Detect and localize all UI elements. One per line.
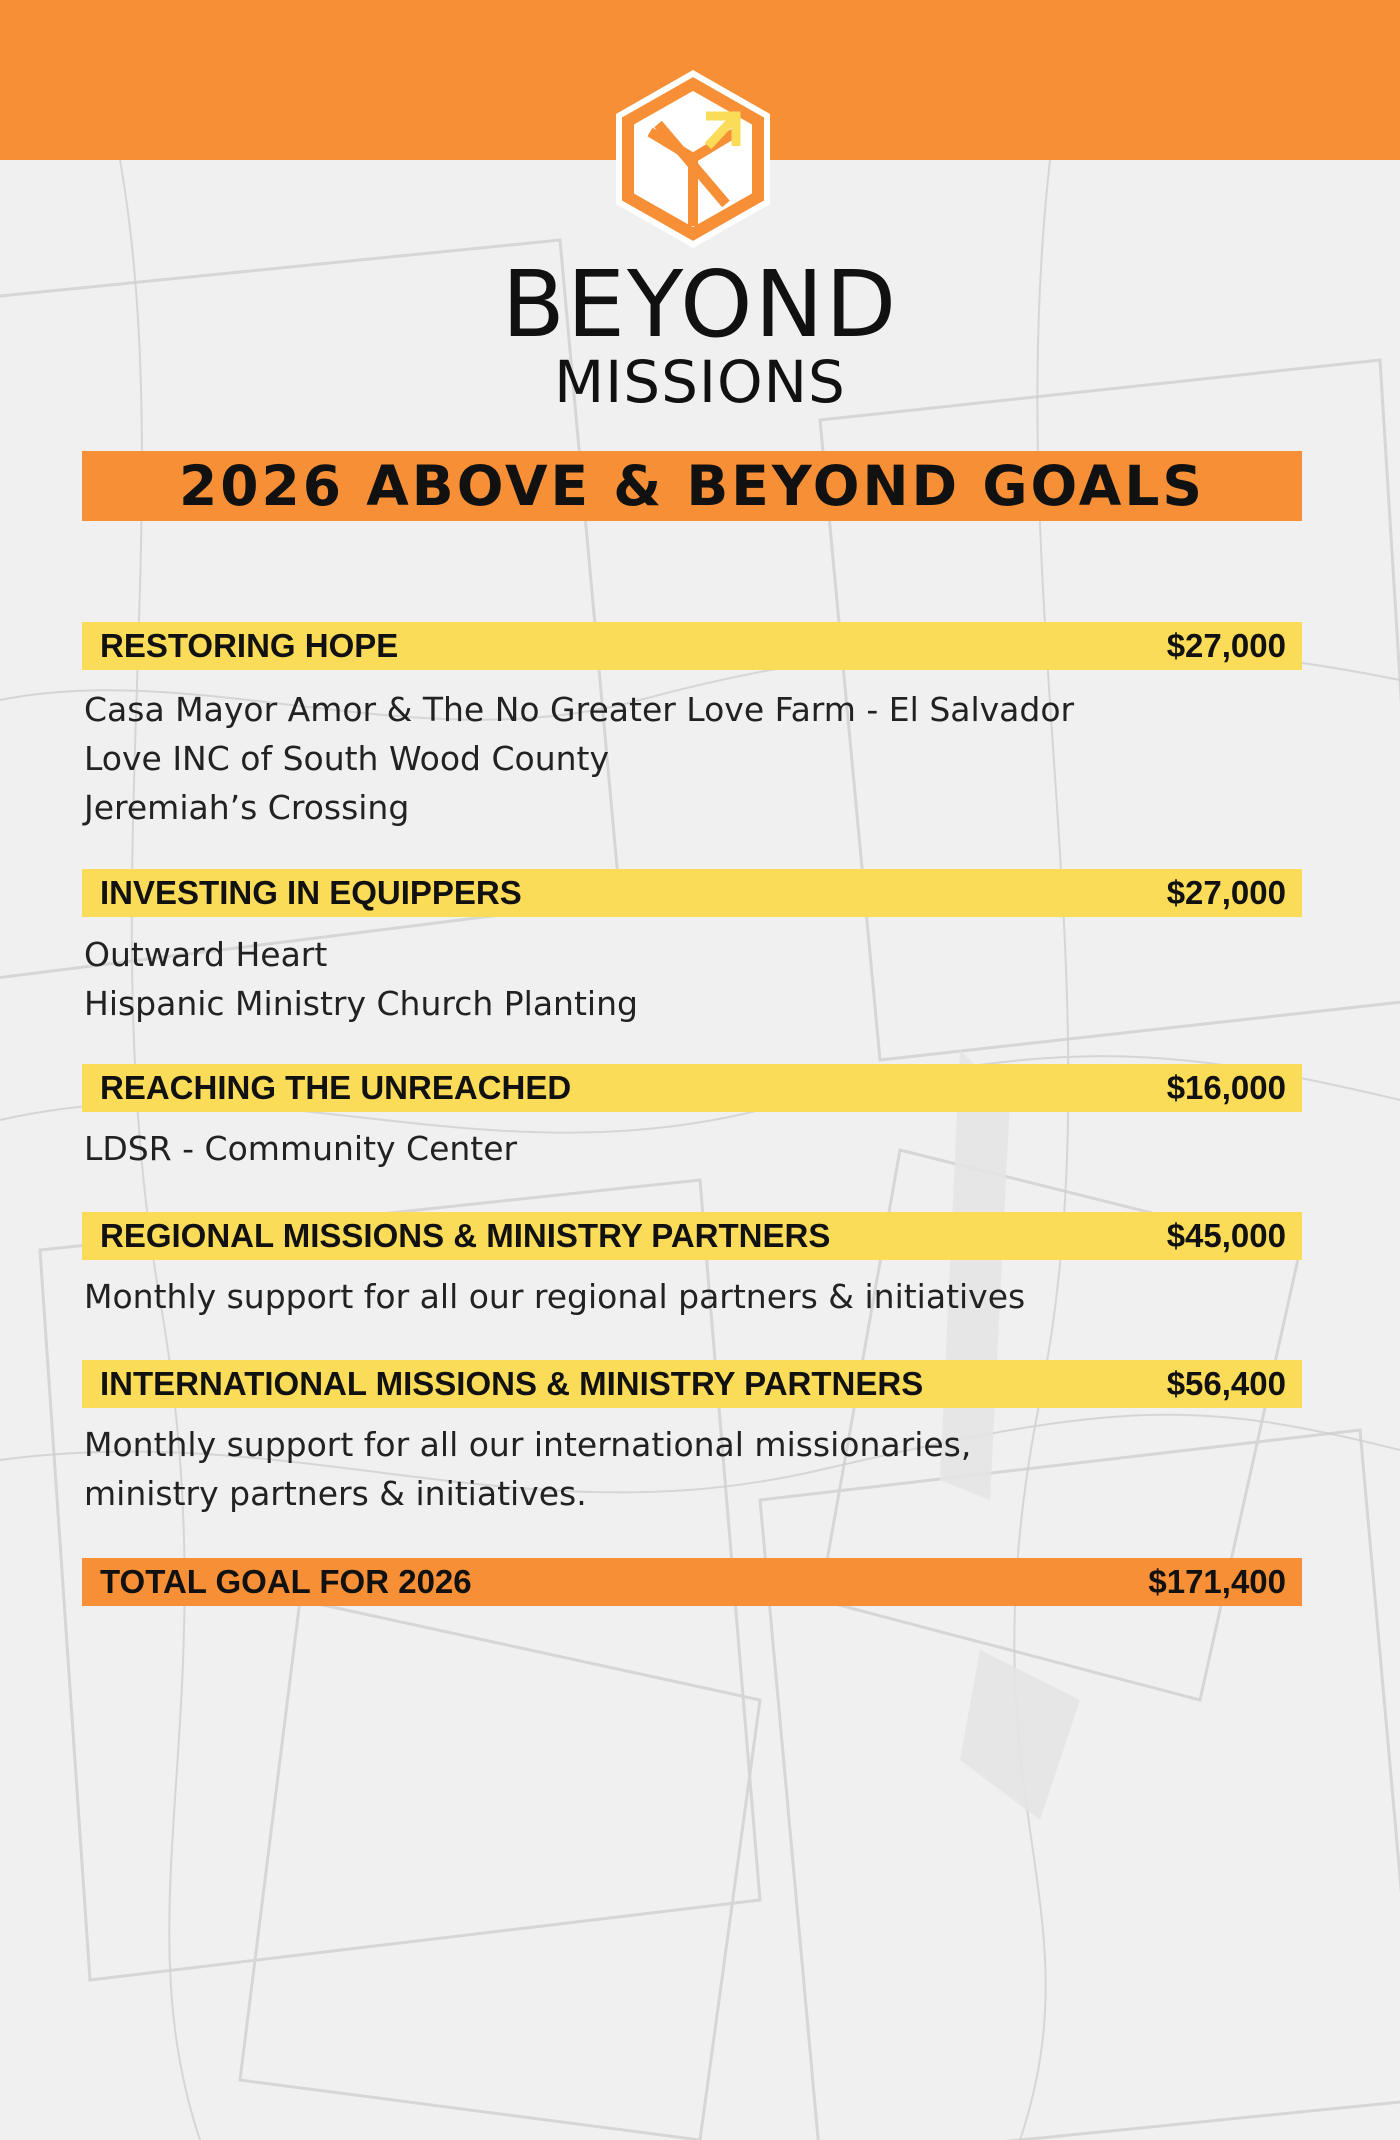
category-header-regional-missions: [82, 1212, 1302, 1260]
list-item: Outward Heart: [84, 935, 328, 974]
list-item: Jeremiah’s Crossing: [84, 788, 410, 827]
category-items-reaching-the-unreached: [84, 1124, 1284, 1173]
category-amount: $56,400: [1166, 1365, 1286, 1402]
page-title: 2026 ABOVE & BEYOND GOALS: [179, 454, 1205, 518]
hexagon-logo-icon: [608, 66, 778, 252]
list-item: ministry partners & initiatives.: [84, 1474, 587, 1513]
category-amount: $45,000: [1166, 1217, 1286, 1254]
category-header-international-missions: [82, 1360, 1302, 1408]
total-amount: $171,400: [1148, 1563, 1286, 1600]
category-items-international-missions: [84, 1420, 1284, 1518]
category-amount: $16,000: [1166, 1069, 1286, 1106]
category-amount: $27,000: [1166, 627, 1286, 664]
category-header-restoring-hope: [82, 622, 1302, 670]
title-banner: [82, 451, 1302, 521]
total-goal-banner: [82, 1558, 1302, 1606]
category-label: INTERNATIONAL MISSIONS & MINISTRY PARTNERS: [100, 1365, 924, 1402]
list-item: Monthly support for all our regional partners & initiatives: [84, 1277, 1026, 1316]
category-label: REACHING THE UNREACHED: [100, 1069, 572, 1106]
list-item: Hispanic Ministry Church Planting: [84, 984, 638, 1023]
category-label: RESTORING HOPE: [100, 627, 399, 664]
category-header-investing-in-equippers: [82, 869, 1302, 917]
total-label: TOTAL GOAL FOR 2026: [100, 1563, 472, 1600]
category-label: INVESTING IN EQUIPPERS: [100, 874, 522, 911]
category-items-investing-in-equippers: [84, 930, 1284, 1028]
brand-name: BEYOND: [501, 251, 899, 358]
category-amount: $27,000: [1166, 874, 1286, 911]
brand-subtitle: MISSIONS: [554, 348, 846, 416]
list-item: LDSR - Community Center: [84, 1129, 518, 1168]
category-items-restoring-hope: [84, 685, 1284, 832]
list-item: Monthly support for all our international missionaries,: [84, 1425, 972, 1464]
list-item: Love INC of South Wood County: [84, 739, 610, 778]
category-header-reaching-the-unreached: [82, 1064, 1302, 1112]
category-label: REGIONAL MISSIONS & MINISTRY PARTNERS: [100, 1217, 831, 1254]
category-items-regional-missions: [84, 1272, 1284, 1321]
list-item: Casa Mayor Amor & The No Greater Love Farm - El Salvador: [84, 690, 1075, 729]
